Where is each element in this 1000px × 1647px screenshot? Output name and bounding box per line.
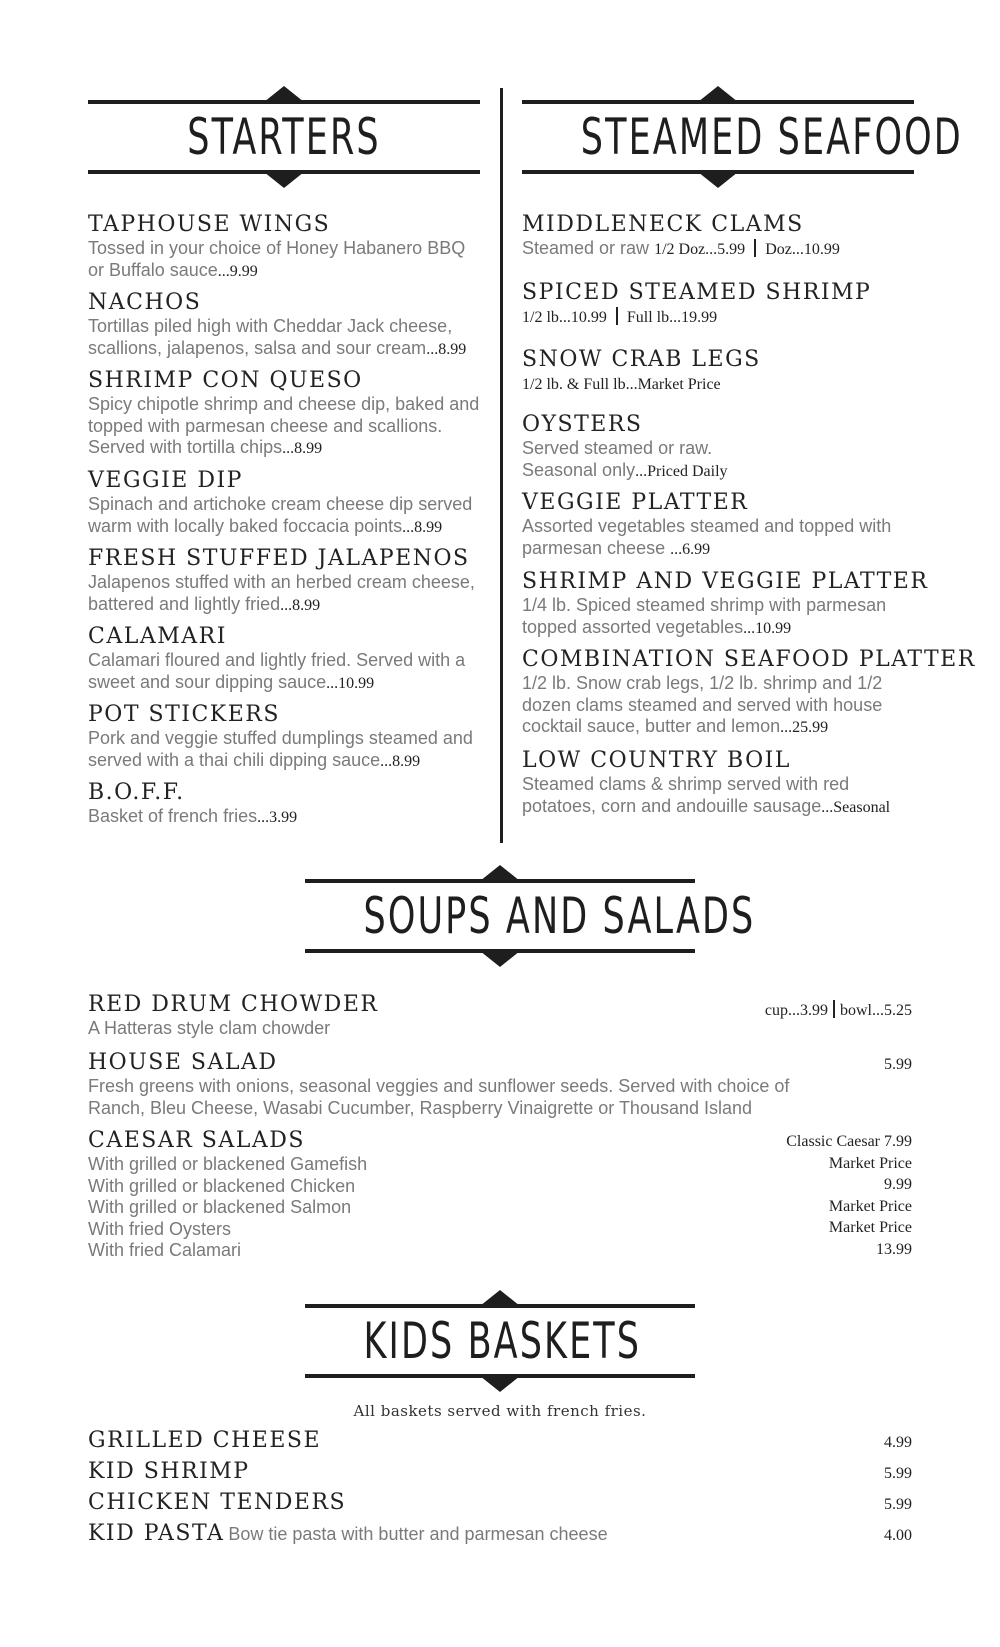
menu-item-spiced-steamed-shrimp [522, 280, 914, 329]
item-price: ...9.99 [217, 262, 258, 280]
item-price: ...8.99 [380, 752, 421, 770]
item-price: 1/2 lb...10.99 [522, 309, 607, 326]
section-title-soups-and-salads: SOUPS AND SALADS [363, 887, 756, 945]
item-name: NACHOS [88, 290, 202, 315]
menu-item-boff [88, 780, 483, 829]
item-price: ...8.99 [426, 340, 467, 358]
item-name: MIDDLENECK CLAMS [522, 212, 804, 237]
menu-item-snow-crab-legs [522, 347, 914, 396]
item-description: Assorted vegetables steamed and topped with parmesan cheese ...6.99 [522, 516, 892, 558]
item-description [522, 306, 914, 329]
menu-item-shrimp-con-queso [88, 368, 483, 460]
banner-ornament-bottom [698, 172, 738, 188]
item-name: SHRIMP CON QUESO [88, 368, 363, 393]
caesar-option: With grilled or blackened Chicken [88, 1175, 356, 1196]
item-description: Jalapenos stuffed with an herbed cream cheese, battered and lightly fried...8.99 [88, 572, 475, 614]
menu-item-calamari [88, 624, 483, 694]
item-name: RED DRUM CHOWDER [88, 992, 379, 1017]
menu-item-nachos [88, 290, 483, 360]
item-price: ...10.99 [743, 619, 792, 637]
item-description: 1/4 lb. Spiced steamed shrimp with parmesan topped assorted vegetables...10.99 [522, 595, 887, 637]
caesar-option: With grilled or blackened Gamefish [88, 1154, 368, 1174]
price-separator [833, 1000, 835, 1018]
menu-item-red-drum-chowder [88, 992, 788, 1040]
item-description: Fresh greens with onions, seasonal veggies and sunflower seeds. Served with choice of [88, 1076, 790, 1096]
item-name: HOUSE SALAD [88, 1050, 278, 1075]
item-price: Market Price [828, 1219, 912, 1236]
item-description: Tortillas piled high with Cheddar Jack cheese, scallions, jalapenos, salsa and sour cream...8.99 [88, 316, 467, 358]
item-description: A Hatteras style clam chowder [88, 1018, 331, 1038]
item-name: LOW COUNTRY BOIL [522, 748, 791, 773]
item-price: ...3.99 [257, 809, 298, 826]
item-name: COMBINATION SEAFOOD PLATTER [522, 647, 976, 672]
item-description: Served steamed or raw. [522, 438, 713, 458]
item-description: Spicy chipotle shrimp and cheese dip, baked and topped with parmesan cheese and scallions. Served with tortilla chips...8.99 [88, 394, 480, 457]
item-price: 13.99 [876, 1241, 912, 1258]
kids-item-grilled-cheese: GRILLED CHEESE [88, 1428, 322, 1453]
item-price: Market Price [828, 1155, 912, 1172]
item-name: CALAMARI [88, 624, 227, 649]
section-title-kids-baskets: KIDS BASKETS [363, 1312, 642, 1370]
item-name: VEGGIE DIP [88, 468, 243, 493]
item-price: 5.99 [884, 1056, 912, 1073]
item-name: KID PASTA [88, 1521, 225, 1546]
menu-item-pot-stickers [88, 702, 483, 772]
menu-item-combination-seafood-platter [522, 647, 976, 739]
banner-ornament-bottom [264, 172, 304, 188]
item-price: 4.00 [884, 1527, 912, 1544]
item-price: 5.99 [884, 1496, 912, 1513]
kids-item-kid-shrimp: KID SHRIMP [88, 1459, 250, 1484]
item-price: Doz...10.99 [765, 241, 840, 258]
item-name: VEGGIE PLATTER [522, 490, 749, 515]
item-name: OYSTERS [522, 412, 643, 437]
item-description: Steamed clams & shrimp served with red potatoes, corn and andouille sausage...Seasonal [522, 774, 891, 816]
menu-item-shrimp-and-veggie-platter [522, 569, 929, 639]
menu-item-caesar-salads [88, 1128, 788, 1262]
item-price: cup...3.99 [764, 1002, 828, 1019]
kids-note: All baskets served with french fries. [353, 1402, 647, 1420]
item-name: POT STICKERS [88, 702, 280, 727]
item-price: 1/2 Doz...5.99 [654, 241, 746, 258]
item-description: Seasonal only...Priced Daily [522, 459, 728, 480]
menu-item-house-salad [88, 1050, 828, 1119]
item-price: 9.99 [884, 1176, 912, 1193]
item-name: B.O.F.F. [88, 780, 185, 805]
price-separator [616, 307, 618, 325]
item-name: SPICED STEAMED SHRIMP [522, 280, 872, 305]
item-price: 4.99 [884, 1434, 912, 1451]
item-price: Full lb...19.99 [626, 309, 718, 326]
kids-baskets-banner [305, 1290, 695, 1390]
column-divider [500, 88, 503, 843]
item-name: CAESAR SALADS [88, 1128, 305, 1153]
item-name: FRESH STUFFED JALAPENOS [88, 546, 470, 571]
steamed-seafood-banner [522, 86, 963, 186]
item-price: ...6.99 [670, 540, 711, 558]
starters-banner [88, 86, 480, 186]
soups-salads-banner [305, 865, 756, 965]
item-price: ...8.99 [282, 440, 323, 457]
item-description: Ranch, Bleu Cheese, Wasabi Cucumber, Raspberry Vinaigrette or Thousand Island [88, 1097, 753, 1118]
item-name: SHRIMP AND VEGGIE PLATTER [522, 569, 929, 594]
item-price: ...8.99 [402, 518, 443, 536]
kids-item-kid-pasta [88, 1521, 608, 1546]
item-description [522, 373, 914, 396]
item-price: 5.99 [884, 1465, 912, 1482]
menu-item-low-country-boil [522, 748, 914, 818]
menu-item-middleneck-clams [522, 212, 914, 261]
item-description: Bow tie pasta with butter and parmesan cheese [228, 1524, 608, 1544]
item-price: ...8.99 [280, 596, 321, 614]
kids-item-chicken-tenders: CHICKEN TENDERS [88, 1490, 347, 1515]
item-price: ...Seasonal [821, 798, 891, 816]
item-price: bowl...5.25 [840, 1002, 912, 1019]
item-description: Pork and veggie stuffed dumplings steamed and served with a thai chili dipping sauce...8.99 [88, 728, 473, 770]
menu-item-fresh-stuffed-jalapenos [88, 546, 483, 616]
item-price: Market Price [828, 1198, 912, 1215]
section-title-starters: STARTERS [187, 108, 381, 166]
item-price: 1/2 lb. & Full lb...Market Price [522, 376, 721, 393]
item-description: Tossed in your choice of Honey Habanero BBQ or Buffalo sauce...9.99 [88, 238, 466, 280]
item-description: Basket of french fries...3.99 [88, 806, 298, 826]
caesar-option: With grilled or blackened Salmon [88, 1197, 352, 1217]
caesar-classic-price: Classic Caesar 7.99 [786, 1133, 912, 1150]
banner-ornament-bottom [480, 951, 520, 967]
item-name: SNOW CRAB LEGS [522, 347, 761, 372]
section-title-steamed-seafood: STEAMED SEAFOOD [580, 108, 963, 166]
caesar-option: With fried Calamari [88, 1240, 242, 1260]
price-separator [754, 239, 756, 257]
item-description: Steamed or raw 1/2 Doz...5.99 Doz...10.99 [522, 238, 840, 258]
item-price: ...Priced Daily [635, 462, 728, 480]
item-price: ...25.99 [780, 719, 829, 736]
banner-ornament-bottom [480, 1376, 520, 1392]
menu-item-veggie-dip [88, 468, 483, 538]
item-name: TAPHOUSE WINGS [88, 212, 331, 237]
item-price: ...10.99 [326, 674, 375, 692]
menu-item-taphouse-wings [88, 212, 483, 282]
menu-item-oysters [522, 412, 914, 482]
item-description: Calamari floured and lightly fried. Served with a sweet and sour dipping sauce...10.99 [88, 650, 466, 692]
caesar-option: With fried Oysters [88, 1218, 232, 1239]
item-description: Spinach and artichoke cream cheese dip served warm with locally baked foccacia points...8.99 [88, 494, 473, 536]
item-description: 1/2 lb. Snow crab legs, 1/2 lb. shrimp and 1/2 dozen clams steamed and served with house cocktail sauce, butter and lemon...25.99 [522, 673, 883, 736]
chowder-prices [765, 1000, 912, 1020]
menu-item-veggie-platter [522, 490, 914, 560]
